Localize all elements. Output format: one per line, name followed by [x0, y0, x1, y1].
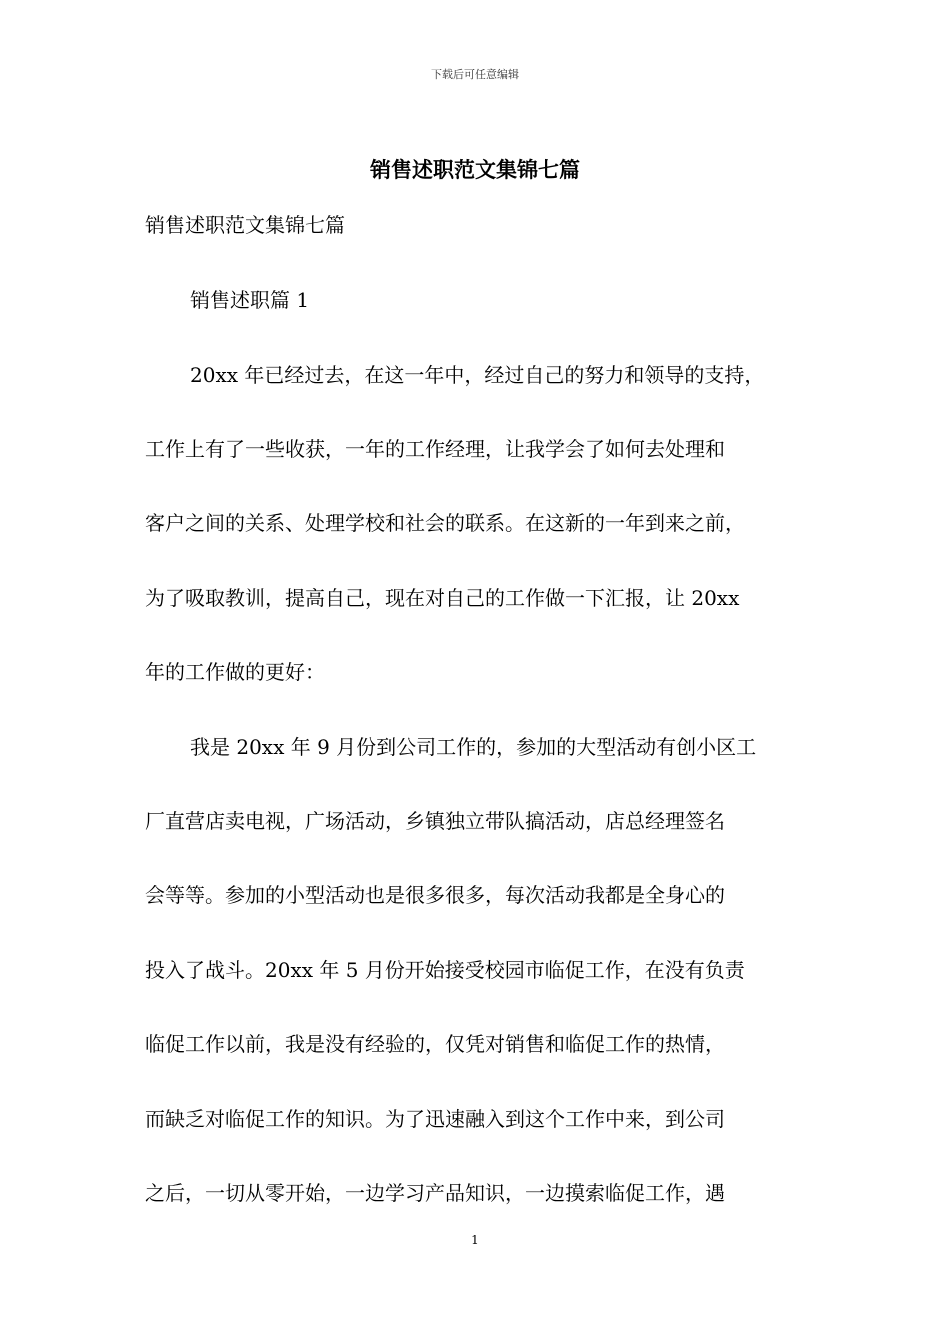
- paragraph-line: 之后，一切从零开始，一边学习产品知识，一边摸索临促工作，遇: [145, 1181, 725, 1205]
- paragraph-line: 工作上有了一些收获，一年的工作经理，让我学会了如何去处理和: [145, 437, 725, 461]
- page-number: 1: [471, 1233, 479, 1247]
- document-title: 销售述职范文集锦七篇: [370, 157, 580, 182]
- paragraph-line: 我是 20xx 年 9 月份到公司工作的，参加的大型活动有创小区工: [190, 735, 757, 759]
- paragraph-line: 会等等。参加的小型活动也是很多很多，每次活动我都是全身心的: [145, 883, 725, 907]
- paragraph-line: 而缺乏对临促工作的知识。为了迅速融入到这个工作中来，到公司: [145, 1107, 725, 1131]
- paragraph-line: 客户之间的关系、处理学校和社会的联系。在这新的一年到来之前，: [145, 511, 745, 535]
- paragraph-line: 为了吸取教训，提高自己，现在对自己的工作做一下汇报，让 20xx: [145, 586, 740, 610]
- paragraph-line: 厂直营店卖电视，广场活动，乡镇独立带队搞活动，店总经理签名: [145, 809, 725, 833]
- paragraph-line: 20xx 年已经过去，在这一年中，经过自己的努力和领导的支持，: [190, 363, 765, 387]
- doc-line: 销售述职范文集锦七篇: [145, 213, 345, 237]
- section-heading: 销售述职篇 1: [190, 288, 310, 312]
- paragraph-line: 投入了战斗。20xx 年 5 月份开始接受校园市临促工作，在没有负责: [145, 958, 745, 982]
- paragraph-line: 临促工作以前，我是没有经验的，仅凭对销售和临促工作的热情，: [145, 1032, 725, 1056]
- paragraph-line: 年的工作做的更好：: [145, 660, 325, 684]
- header-note: 下载后可任意编辑: [431, 68, 519, 81]
